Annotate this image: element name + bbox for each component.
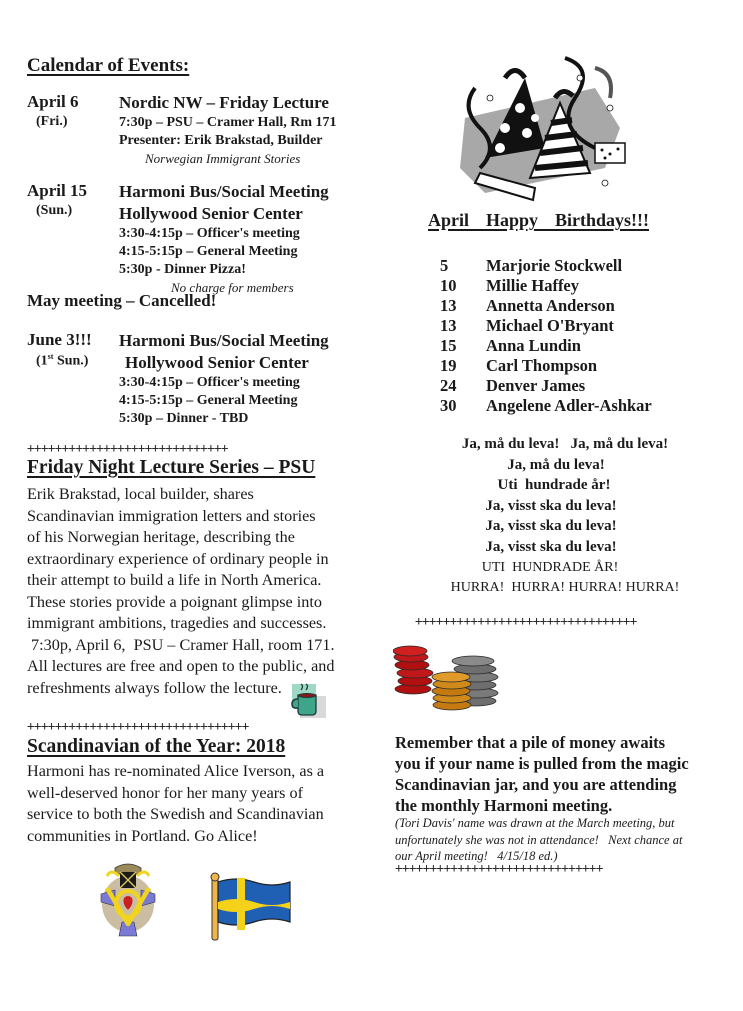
song-line: Ja, visst ska du leva! [485,518,617,535]
birthday-name: Denver James [486,376,586,395]
event-detail: 3:30-4:15p – Officer's meeting [119,375,300,390]
song-line: Ja, visst ska du leva! [485,497,617,514]
money-line: Scandinavian jar, and you are attending [395,775,677,794]
calendar-title: Calendar of Events: [27,55,190,76]
swedish-flag-icon [207,870,293,942]
song-line: Uti hundrade år! [497,477,611,494]
event-day: (Fri.) [36,114,68,129]
body-line: All lectures are free and open to the public, and [27,657,335,675]
event-subtitle: Hollywood Senior Center [125,353,309,372]
day-suffix: Sun.) [53,353,89,369]
body-line: service to both the Swedish and Scandinavian [27,805,324,823]
event-detail: 7:30p – PSU – Cramer Hall, Rm 171 [119,115,337,130]
song-line: Ja, må du leva! [507,456,605,473]
birthday-name: Annetta Anderson [486,296,615,315]
note-line: our April meeting! 4/15/18 ed.) [395,849,558,863]
song-line: Ja, må du leva! Ja, må du leva! [461,436,669,452]
event-detail: 5:30p – Dinner - TBD [119,411,249,426]
lecture-series-heading: Friday Night Lecture Series – PSU [27,457,316,478]
body-line: well-deserved honor for her many years of [27,783,303,802]
body-line: of his Norwegian heritage, describing the [27,528,295,546]
birthday-day: 15 [440,336,457,355]
event-note: No charge for members [171,280,294,295]
event-subtitle: Hollywood Senior Center [119,204,303,223]
body-line: immigrant ambitions, tragedies and successes. [27,614,327,632]
body-line: extraordinary experience of ordinary people in [27,549,329,568]
coffee-mug-icon [290,682,330,720]
body-line: These stories provide a poignant glimpse into [27,592,322,611]
note-line: (Tori Davis' name was drawn at the March meeting, but [395,816,675,830]
body-line: refreshments always follow the lecture. [27,678,282,697]
event-title: Harmoni Bus/Social Meeting [119,331,329,350]
note-line: unfortunately she was not in attendance! Next chance at [395,832,683,847]
event-detail: 4:15-5:15p – General Meeting [119,393,298,408]
song-line: Ja, visst ska du leva! [485,538,617,555]
event-date: June 3!!! [27,330,92,349]
event-day: (Sun.) [36,203,73,218]
day-ordinal: st [47,352,54,361]
party-hats-icon [445,48,645,208]
event-detail: 3:30-4:15p – Officer's meeting [119,226,300,241]
song-line: HURRA! HURRA! HURRA! HURRA! [450,580,680,596]
birthday-name: Millie Haffey [486,276,580,295]
birthday-day: 10 [440,276,457,295]
scandinavian-of-year-body [27,761,387,847]
birthday-day: 30 [440,396,457,415]
birthday-day: 13 [440,296,457,315]
separator: ++++++++++++++++++++++++++++++ [395,860,603,875]
money-line: you if your name is pulled from the magic [395,754,689,773]
birthday-day: 5 [440,256,449,275]
event-date: April 15 [27,181,87,200]
body-line: Erik Brakstad, local builder, shares [27,485,254,503]
money-jar-note [395,815,730,865]
event-detail: Presenter: Erik Brakstad, Builder [119,133,323,148]
may-meeting-notice: May meeting – Cancelled! [27,291,217,310]
event-date: April 6 [27,92,79,111]
separator: ++++++++++++++++++++++++++++++++ [415,613,637,628]
money-line: the monthly Harmoni meeting. [395,796,613,815]
birthday-name: Carl Thompson [486,356,598,375]
body-line: Scandinavian immigration letters and stories [27,506,316,525]
event-detail: 4:15-5:15p – General Meeting [119,244,298,259]
vasa-order-crest-icon [97,860,159,940]
birthday-name: Anna Lundin [486,336,581,355]
separator: +++++++++++++++++++++++++++++ [27,440,228,455]
scandinavian-of-year-heading: Scandinavian of the Year: 2018 [27,736,286,757]
event-title: Harmoni Bus/Social Meeting [119,182,329,201]
lecture-series-body [27,484,387,699]
event-title: Nordic NW – Friday Lecture [119,93,329,112]
birthday-name: Michael O'Bryant [486,316,614,335]
body-line: communities in Portland. Go Alice! [27,826,258,845]
birthday-name: Marjorie Stockwell [486,256,623,275]
birthday-day: 19 [440,356,457,375]
body-line: Harmoni has re-nominated Alice Iverson, as a [27,762,325,780]
money-line: Remember that a pile of money awaits [395,733,666,752]
event-note: Norwegian Immigrant Stories [145,151,301,166]
birthdays-title: April Happy Birthdays!!! [428,210,650,230]
separator: ++++++++++++++++++++++++++++++++ [27,718,249,733]
song-line: UTI HUNDRADE ÅR! [481,559,619,575]
body-line: 7:30p, April 6, PSU – Cramer Hall, room 171. [27,635,335,654]
event-detail: 5:30p - Dinner Pizza! [119,262,246,277]
money-jar-text [395,732,730,816]
event-day [36,352,88,370]
birthday-name: Angelene Adler-Ashkar [486,396,652,415]
birthday-day: 24 [440,376,457,395]
birthday-day: 13 [440,316,457,335]
birthday-song [400,434,730,599]
body-line: their attempt to build a life in North America. [27,571,322,589]
coin-stacks-icon [393,645,503,713]
day-prefix: (1 [36,353,48,369]
